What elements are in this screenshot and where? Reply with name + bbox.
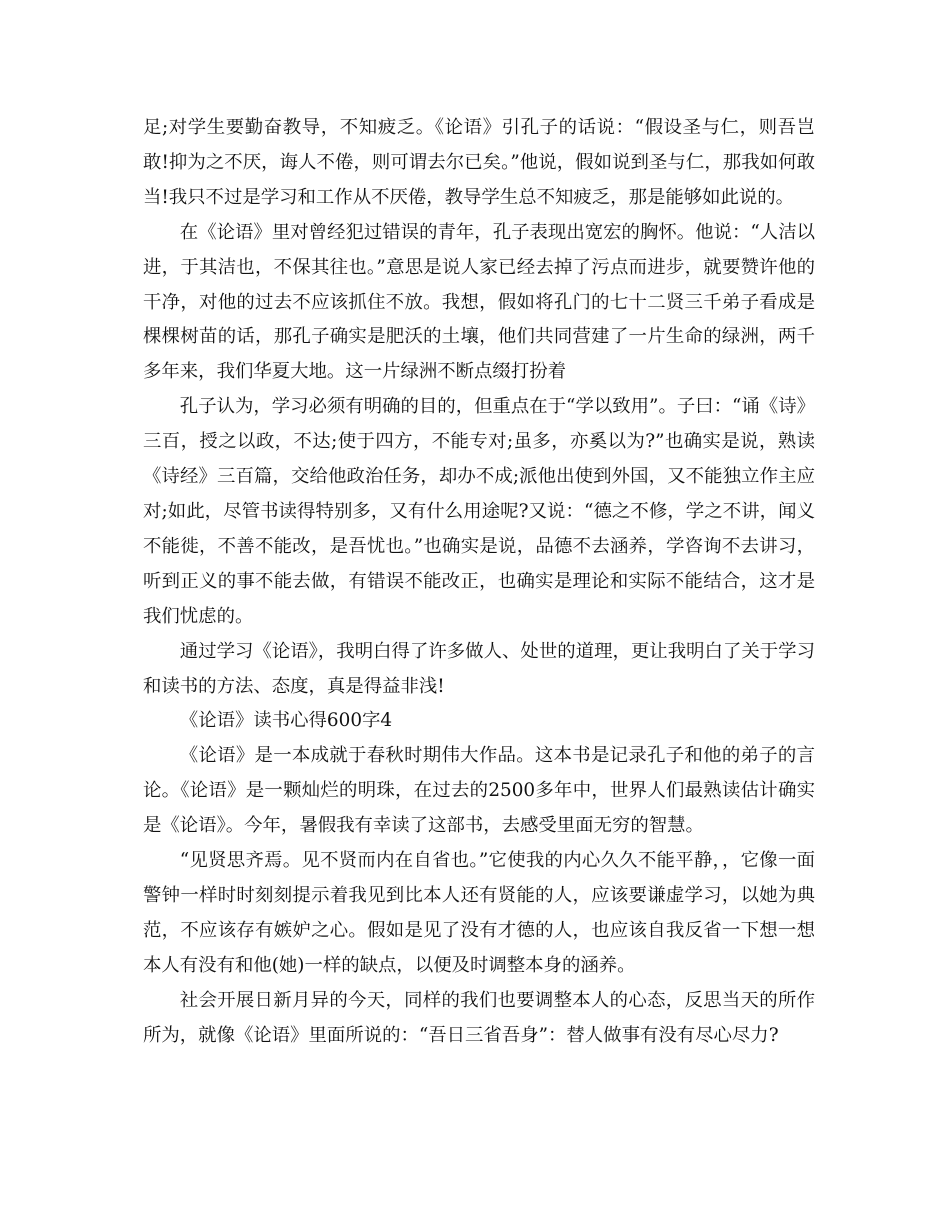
document-body [143, 111, 815, 1053]
paragraph: 通过学习《论语》，我明白得了许多做人、处世的道理，更让我明白了关于学习和读书的方法、态度，真是得益非浅! [143, 640, 815, 697]
paragraph: 社会开展日新月异的今天，同样的我们也要调整本人的心态，反思当天的所作所为，就像《论语》里面所说的：“吾日三省吾身”：替人做事有没有尽心尽力? [143, 989, 815, 1046]
section-heading: 《论语》读书心得600字4 [179, 710, 393, 732]
paragraph: 孔子认为，学习必须有明确的目的，但重点在于“学以致用”。子曰：“诵《诗》三百，授之以政，不达;使于四方，不能专对;虽多，亦奚以为?”也确实是说，熟读《诗经》三百篇，交给他政治任务，却办不成;派他出使到外国，又不能独立作主应对;如此，尽管书读得特别多，又有什么用途呢?又说：“德之不修，学之不讲，闻义不能徙，不善不能改，是吾忧也。”也确实是说，品德不去涵养，学咨询不去讲习，听到正义的事不能去做，有错误不能改正，也确实是理论和实际不能结合，这才是我们忧虑的。 [143, 396, 815, 627]
paragraph: “见贤思齐焉。见不贤而内在自省也。”它使我的内心久久不能平静，，它像一面警钟一样时时刻刻提示着我见到比本人还有贤能的人，应该要谦虚学习，以她为典范，不应该存有嫉妒之心。假如是见了没有才德的人，也应该自我反省一下想一想本人有没有和他(她)一样的缺点，以便及时调整本身的涵养。 [143, 850, 815, 976]
paragraph: 《论语》是一本成就于春秋时期伟大作品。这本书是记录孔子和他的弟子的言论。《论语》是一颗灿烂的明珠，在过去的2500多年中，世界人们最熟读估计确实是《论语》。今年，暑假我有幸读了这部书，去感受里面无穷的智慧。 [143, 745, 815, 837]
paragraph-continuation: 足;对学生要勤奋教导，不知疲乏。《论语》引孔子的话说：“假设圣与仁，则吾岂敢!抑为之不厌，诲人不倦，则可谓去尔已矣。”他说，假如说到圣与仁，那我如何敢当!我只不过是学习和工作从不厌倦，教导学生总不知疲乏，那是能够如此说的。 [143, 117, 815, 208]
paragraph: 在《论语》里对曾经犯过错误的青年，孔子表现出宽宏的胸怀。他说：“人洁以进，于其洁也，不保其往也。”意思是说人家已经去掉了污点而进步，就要赞许他的干净，对他的过去不应该抓住不放。我想，假如将孔门的七十二贤三千弟子看成是棵棵树苗的话，那孔子确实是肥沃的土壤，他们共同营建了一片生命的绿洲，两千多年来，我们华夏大地。这一片绿洲不断点缀打扮着 [143, 221, 815, 383]
